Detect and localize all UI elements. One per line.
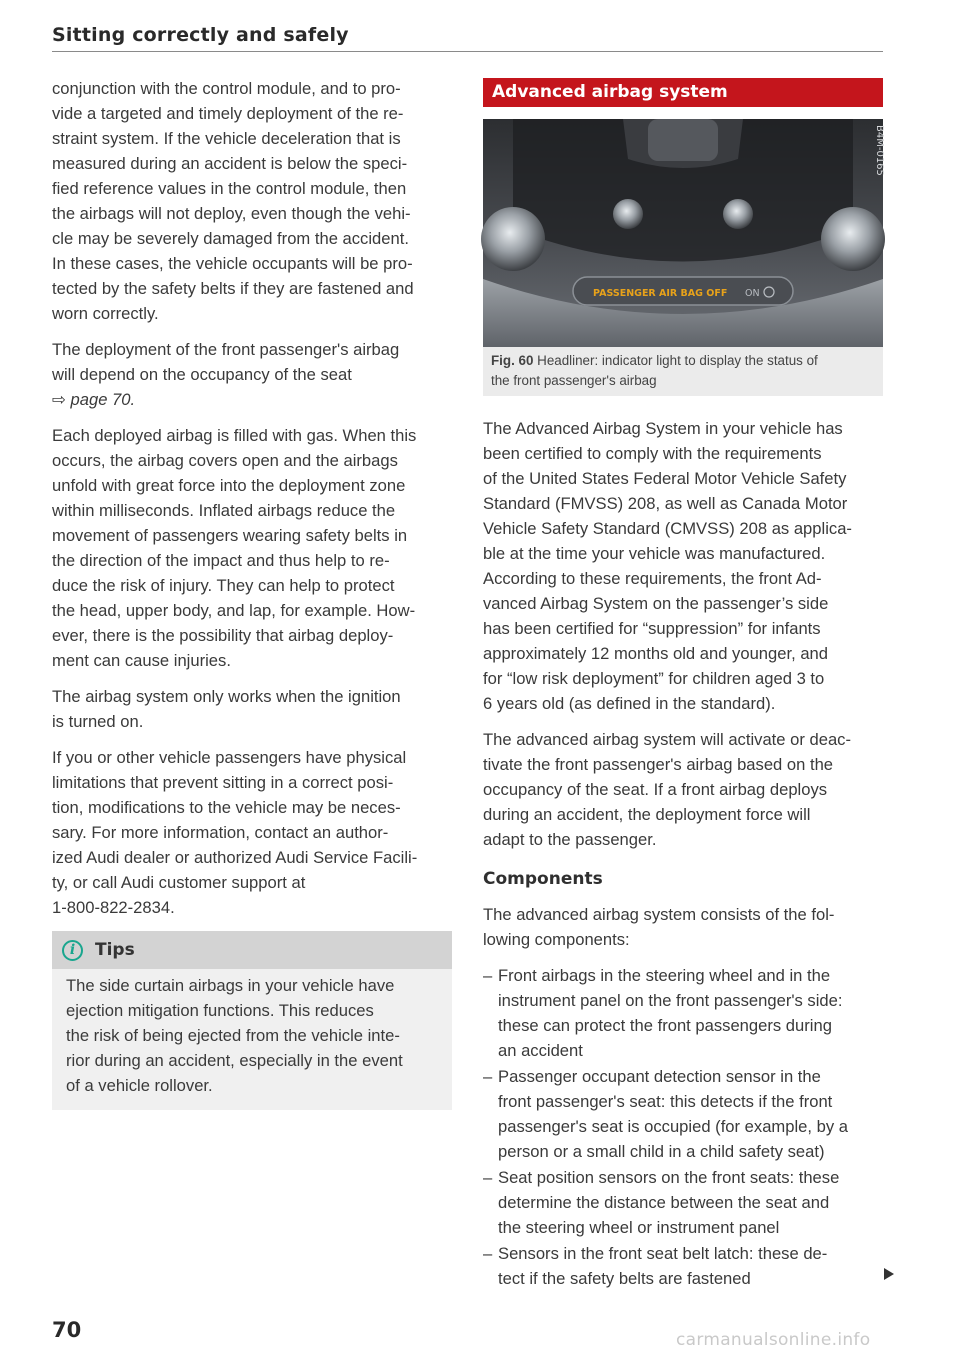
paragraph: If you or other vehicle passengers have physical limitations that prevent sitting in a correct posi- tion, modifications to the vehicle may be neces- sary. For more information, contact an author- ized Audi dealer or authorized Audi Service Facili- ty, or call Audi customer support at 1-800-822-2834. [52,748,418,917]
list-dash: – [483,1067,493,1086]
tips-title: Tips [95,939,135,960]
list-item [483,1064,883,1164]
continue-arrow-icon [884,1268,894,1280]
components-heading: Components [483,869,603,889]
figure [483,119,883,396]
page-number: 70 [52,1318,82,1342]
indicator-on-text: ON [745,288,760,299]
list-dash: – [483,966,493,985]
tips-body: The side curtain airbags in your vehicle have ejection mitigation functions. This reduces the risk of being ejected from the vehicle inte- rior during an accident, especially in the event of a vehicle rollover. [66,976,403,1095]
left-column [52,76,452,1110]
list-item-text: Passenger occupant detection sensor in the front passenger's seat: this detects if the front passenger's seat is occupied (for example, by a person or a small child in a child safety seat) [498,1067,848,1161]
paragraph-with-ref [52,337,452,412]
right-button-light [723,199,753,229]
list-item [483,1241,883,1291]
list-dash: – [483,1168,493,1187]
list-item-text: Sensors in the front seat belt latch: these de- tect if the safety belts are fastened [498,1244,828,1288]
paragraph: The advanced airbag system will activate or deac- tivate the front passenger's airbag based on the occupancy of the seat. If a front airbag deploys during an accident, the deployment force will adapt to the passenger. [483,730,852,849]
right-reading-lamp [821,207,885,271]
tips-header [52,931,452,969]
figure-label: Fig. 60 [491,353,534,368]
figure-caption-text: Headliner: indicator light to display the status of the front passenger's airbag [491,353,818,388]
indicator-text: PASSENGER AIR BAG OFF [593,288,728,299]
paragraph: conjunction with the control module, and to pro- vide a targeted and timely deployment of the re- straint system. If the vehicle deceleration that is measured during an accident is below the speci- fied reference values in the control module, then the airbags will not deploy, even though the vehi- cle may be severely damaged from the accident. In these cases, the vehicle occupants will be pro- tected by the safety belts if they are fastened and worn correctly. [52,79,414,323]
list-item [483,963,883,1063]
components-list [483,963,883,1291]
left-button-light [613,199,643,229]
header-rule [52,51,883,52]
page-ref-link[interactable]: ⇨ page 70. [52,390,136,409]
paragraph: The airbag system only works when the ignition is turned on. [52,687,401,731]
left-reading-lamp [481,207,545,271]
list-dash: – [483,1244,493,1263]
watermark: carmanualsonline.info [676,1330,871,1350]
page-header-title: Sitting correctly and safely [52,24,349,46]
components-intro: The advanced airbag system consists of the fol- lowing components: [483,905,835,949]
info-icon: i [62,940,83,961]
paragraph: Each deployed airbag is filled with gas. When this occurs, the airbag covers open and the airbags unfold with great force into the deployment zone within milliseconds. Inflated airbags reduce the movement of passengers wearing safety belts in the direction of the impact and thus help to re- duce the risk of injury. They can help to protect the head, upper body, and lap, for example. How- ever, there is the possibility that airbag deploy- ment can cause injuries. [52,426,417,670]
list-item-text: Front airbags in the steering wheel and in the instrument panel on the front passenger's side: these can protect the front passengers during an accident [498,966,843,1060]
section-title-banner: Advanced airbag system [483,78,883,107]
figure-caption [483,347,883,396]
right-column [483,76,883,1292]
list-item [483,1165,883,1240]
list-item-text: Seat position sensors on the front seats: these determine the distance between the seat and the steering wheel or instrument panel [498,1168,840,1237]
paragraph: The Advanced Airbag System in your vehicle has been certified to comply with the requirements of the United States Federal Motor Vehicle Safety Standard (FMVSS) 208, as well as Canada Motor Vehicle Safety Standard (CMVSS) 208 as applica- ble at the time your vehicle was manufactured. According to these requirements, the front Ad- vanced Airbag System on the passenger’s side has been certified for “suppression” for infants approximately 12 months old and younger, and for “low risk deployment” for children aged 3 to 6 years old (as defined in the standard). [483,419,852,713]
mirror-base [648,119,718,161]
headliner-illustration [483,119,883,347]
figure-code: B4M-0165 [874,125,885,176]
tips-box [52,931,452,1110]
paragraph-text: The deployment of the front passenger's airbag will depend on the occupancy of the seat [52,340,400,384]
